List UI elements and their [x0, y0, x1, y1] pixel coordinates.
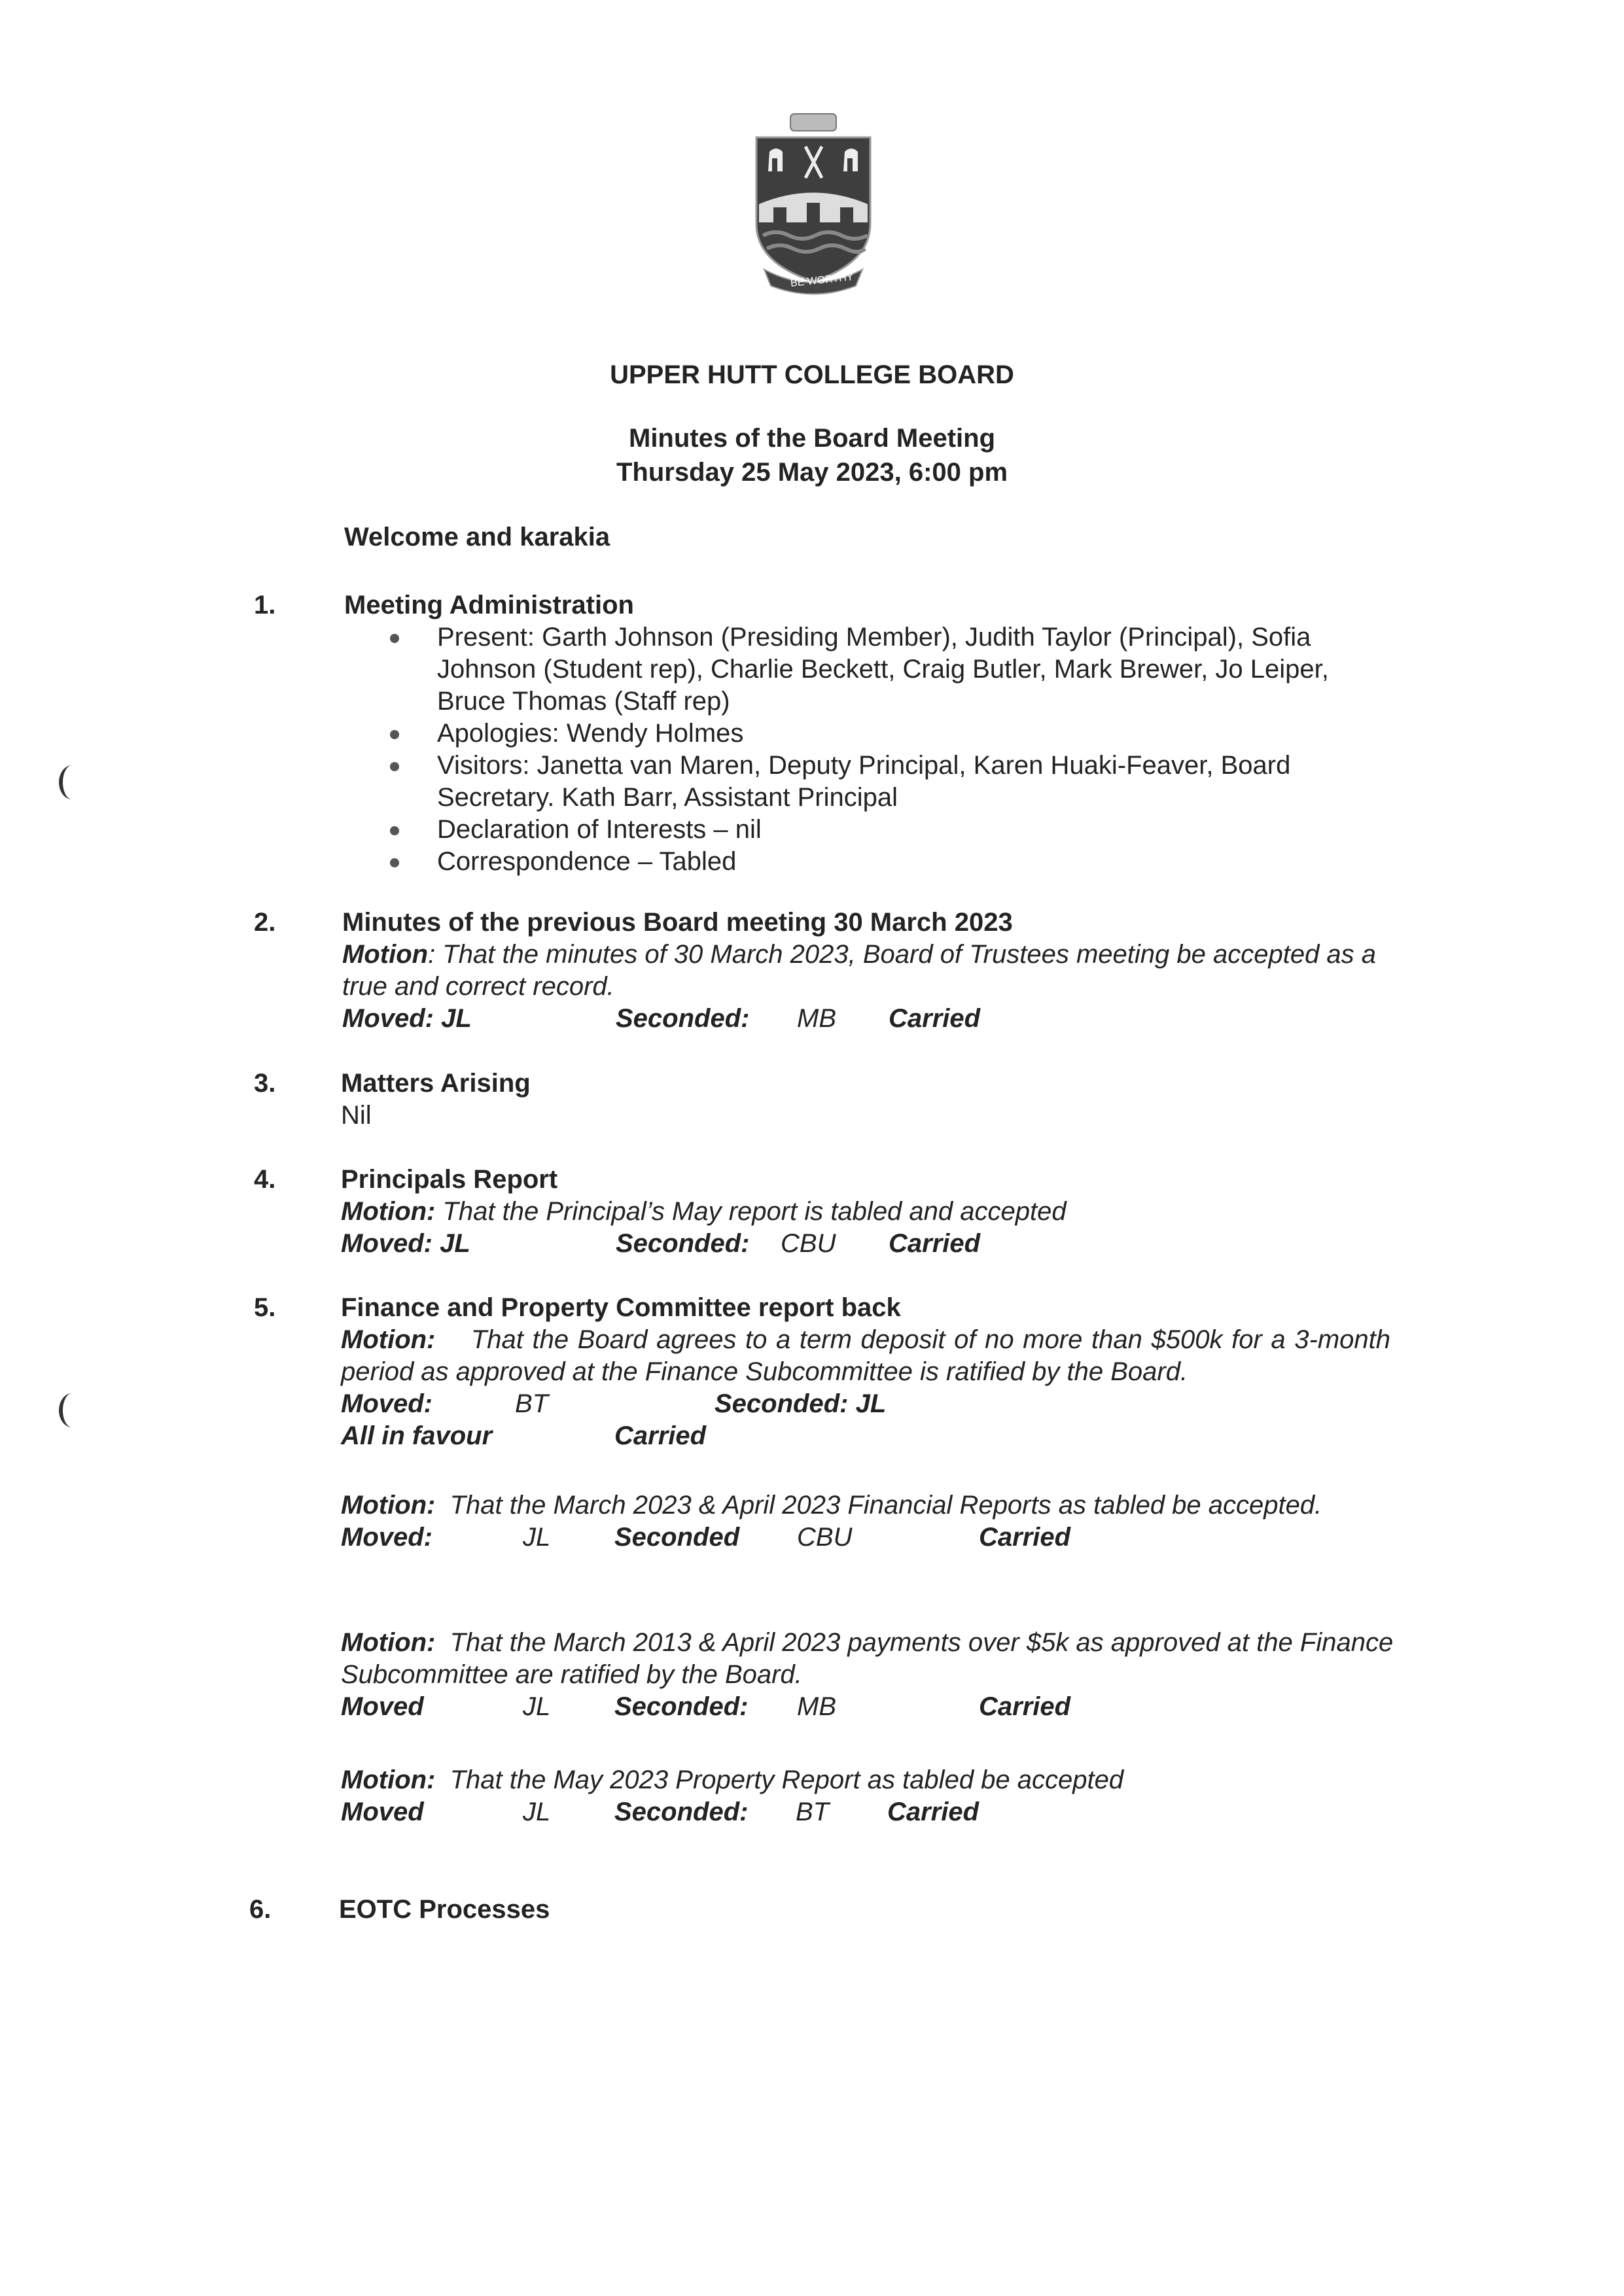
motion-text: That the March 2023 & April 2023 Financial Reports as tabled be accepted.	[450, 1491, 1322, 1520]
crest-motto: BE WORTHY	[790, 271, 855, 290]
motion-result: Carried	[979, 1523, 1071, 1552]
section-number: 2.	[254, 908, 276, 937]
seconded-label: Seconded:	[614, 1692, 749, 1721]
section-meeting-administration	[344, 589, 1373, 878]
section-number: 3.	[254, 1069, 276, 1098]
motion-text: : That the minutes of 30 March 2023, Board of Trustees meeting be accepted as a true and correct record.	[342, 940, 1377, 1001]
bullet-icon	[390, 826, 399, 835]
bullet-icon	[390, 730, 399, 739]
section-title: Principals Report	[341, 1165, 558, 1194]
item-text: Visitors: Janetta van Maren, Deputy Principal, Karen Huaki-Feaver, Board Secretary. Kath Barr, Assistant Principal	[437, 751, 1291, 812]
seconded-label: Seconded	[614, 1523, 740, 1552]
vote-row	[341, 1228, 1394, 1260]
moved-by: JL	[523, 1692, 551, 1721]
scan-artifact	[59, 1393, 85, 1427]
moved: Moved: JL	[342, 1004, 472, 1033]
motion-text: That the Principal’s May report is tabled and accepted	[435, 1197, 1067, 1226]
seconded-label: Seconded:	[614, 1798, 749, 1826]
motion-result: Carried	[614, 1421, 707, 1450]
motion-label: Motion	[342, 940, 429, 969]
all-in-favour: All in favour	[341, 1421, 493, 1450]
bullet-icon	[390, 858, 399, 867]
motion-result: Carried	[889, 1229, 981, 1258]
list-item	[344, 750, 1373, 814]
seconded-by: MB	[797, 1692, 836, 1721]
vote-row	[341, 1796, 1123, 1828]
list-item	[344, 718, 1373, 750]
motion-result: Carried	[887, 1798, 980, 1826]
welcome-heading: Welcome and karakia	[344, 523, 610, 551]
section-principals-report	[341, 1164, 1394, 1260]
motion-result: Carried	[979, 1692, 1071, 1721]
bullet-icon	[390, 762, 399, 771]
bullet-icon	[390, 634, 399, 643]
meeting-date: Thursday 25 May 2023, 6:00 pm	[616, 458, 1008, 487]
seconded-label: Seconded:	[616, 1229, 750, 1258]
seconded-by: BT	[796, 1798, 830, 1826]
vote-row	[341, 1691, 1401, 1723]
moved-by: JL	[523, 1798, 551, 1826]
seconded: Seconded: JL	[715, 1389, 887, 1418]
section-title: EOTC Processes	[339, 1895, 550, 1924]
item-text: Correspondence – Tabled	[437, 847, 737, 876]
moved-label: Moved	[341, 1798, 424, 1826]
motion-text: That the March 2013 & April 2023 payments over $5k as approved at the Finance Subcommittee are ratified by the Board.	[341, 1628, 1394, 1689]
motion	[341, 1196, 1394, 1228]
section-number: 1.	[254, 591, 276, 619]
section-title: Meeting Administration	[344, 591, 634, 619]
section-finance-property	[341, 1292, 1390, 1452]
item-text: Present: Garth Johnson (Presiding Member), Judith Taylor (Principal), Sofia Johnson (Student rep), Charlie Beckett, Craig Butler, Mark Brewer, Jo Leiper, Bruce Thomas (Staff rep)	[437, 623, 1329, 716]
vote-row	[341, 1420, 1390, 1452]
item-text: Declaration of Interests – nil	[437, 815, 762, 844]
section-title: Finance and Property Committee report back	[341, 1293, 901, 1322]
section-eotc	[339, 1894, 550, 1926]
seconded-by: CBU	[781, 1229, 836, 1258]
motion-label: Motion:	[341, 1491, 436, 1520]
section-matters-arising	[341, 1068, 531, 1132]
section-body: Nil	[341, 1101, 372, 1130]
org-title: UPPER HUTT COLLEGE BOARD	[610, 360, 1014, 389]
section-title: Matters Arising	[341, 1069, 531, 1098]
section-title: Minutes of the previous Board meeting 30 March 2023	[342, 908, 1013, 937]
vote-row	[341, 1388, 1390, 1420]
section-previous-minutes	[342, 907, 1396, 1035]
vote-row	[342, 1003, 1396, 1035]
moved-label: Moved:	[341, 1389, 432, 1418]
moved-by: BT	[515, 1389, 549, 1418]
section-number: 4.	[254, 1165, 276, 1194]
motion-payments	[341, 1627, 1401, 1723]
section-number: 6.	[249, 1895, 272, 1924]
motion-text: That the Board agrees to a term deposit of no more than $500k for a 3-month period as approved at the Finance Subcommittee is ratified by the Board.	[341, 1325, 1390, 1386]
moved-by: JL	[523, 1523, 551, 1552]
motion-text: That the May 2023 Property Report as tabled be accepted	[450, 1765, 1124, 1794]
motion	[342, 939, 1396, 1003]
seconded-by: MB	[797, 1004, 836, 1033]
motion-label: Motion:	[341, 1765, 436, 1794]
document-title: Minutes of the Board Meeting	[629, 424, 995, 453]
item-text: Apologies: Wendy Holmes	[437, 719, 744, 748]
list-item	[344, 814, 1373, 846]
vote-row	[341, 1522, 1322, 1554]
motion	[341, 1324, 1390, 1388]
section-number: 5.	[254, 1293, 276, 1322]
list-item	[344, 846, 1373, 878]
moved: Moved: JL	[341, 1229, 470, 1258]
scan-artifact	[59, 765, 85, 799]
motion-result: Carried	[889, 1004, 981, 1033]
motion-financial-reports	[341, 1489, 1322, 1554]
motion-label: Motion:	[341, 1325, 436, 1354]
moved-label: Moved:	[341, 1523, 432, 1552]
motion-property-report	[341, 1764, 1123, 1828]
school-crest-logo	[750, 106, 877, 296]
motion-label: Motion:	[341, 1197, 436, 1226]
list-item	[344, 621, 1373, 718]
motion-label: Motion:	[341, 1628, 436, 1657]
seconded-by: CBU	[797, 1523, 853, 1552]
seconded-label: Seconded:	[616, 1004, 750, 1033]
attendance-list	[344, 621, 1373, 878]
moved-label: Moved	[341, 1692, 424, 1721]
